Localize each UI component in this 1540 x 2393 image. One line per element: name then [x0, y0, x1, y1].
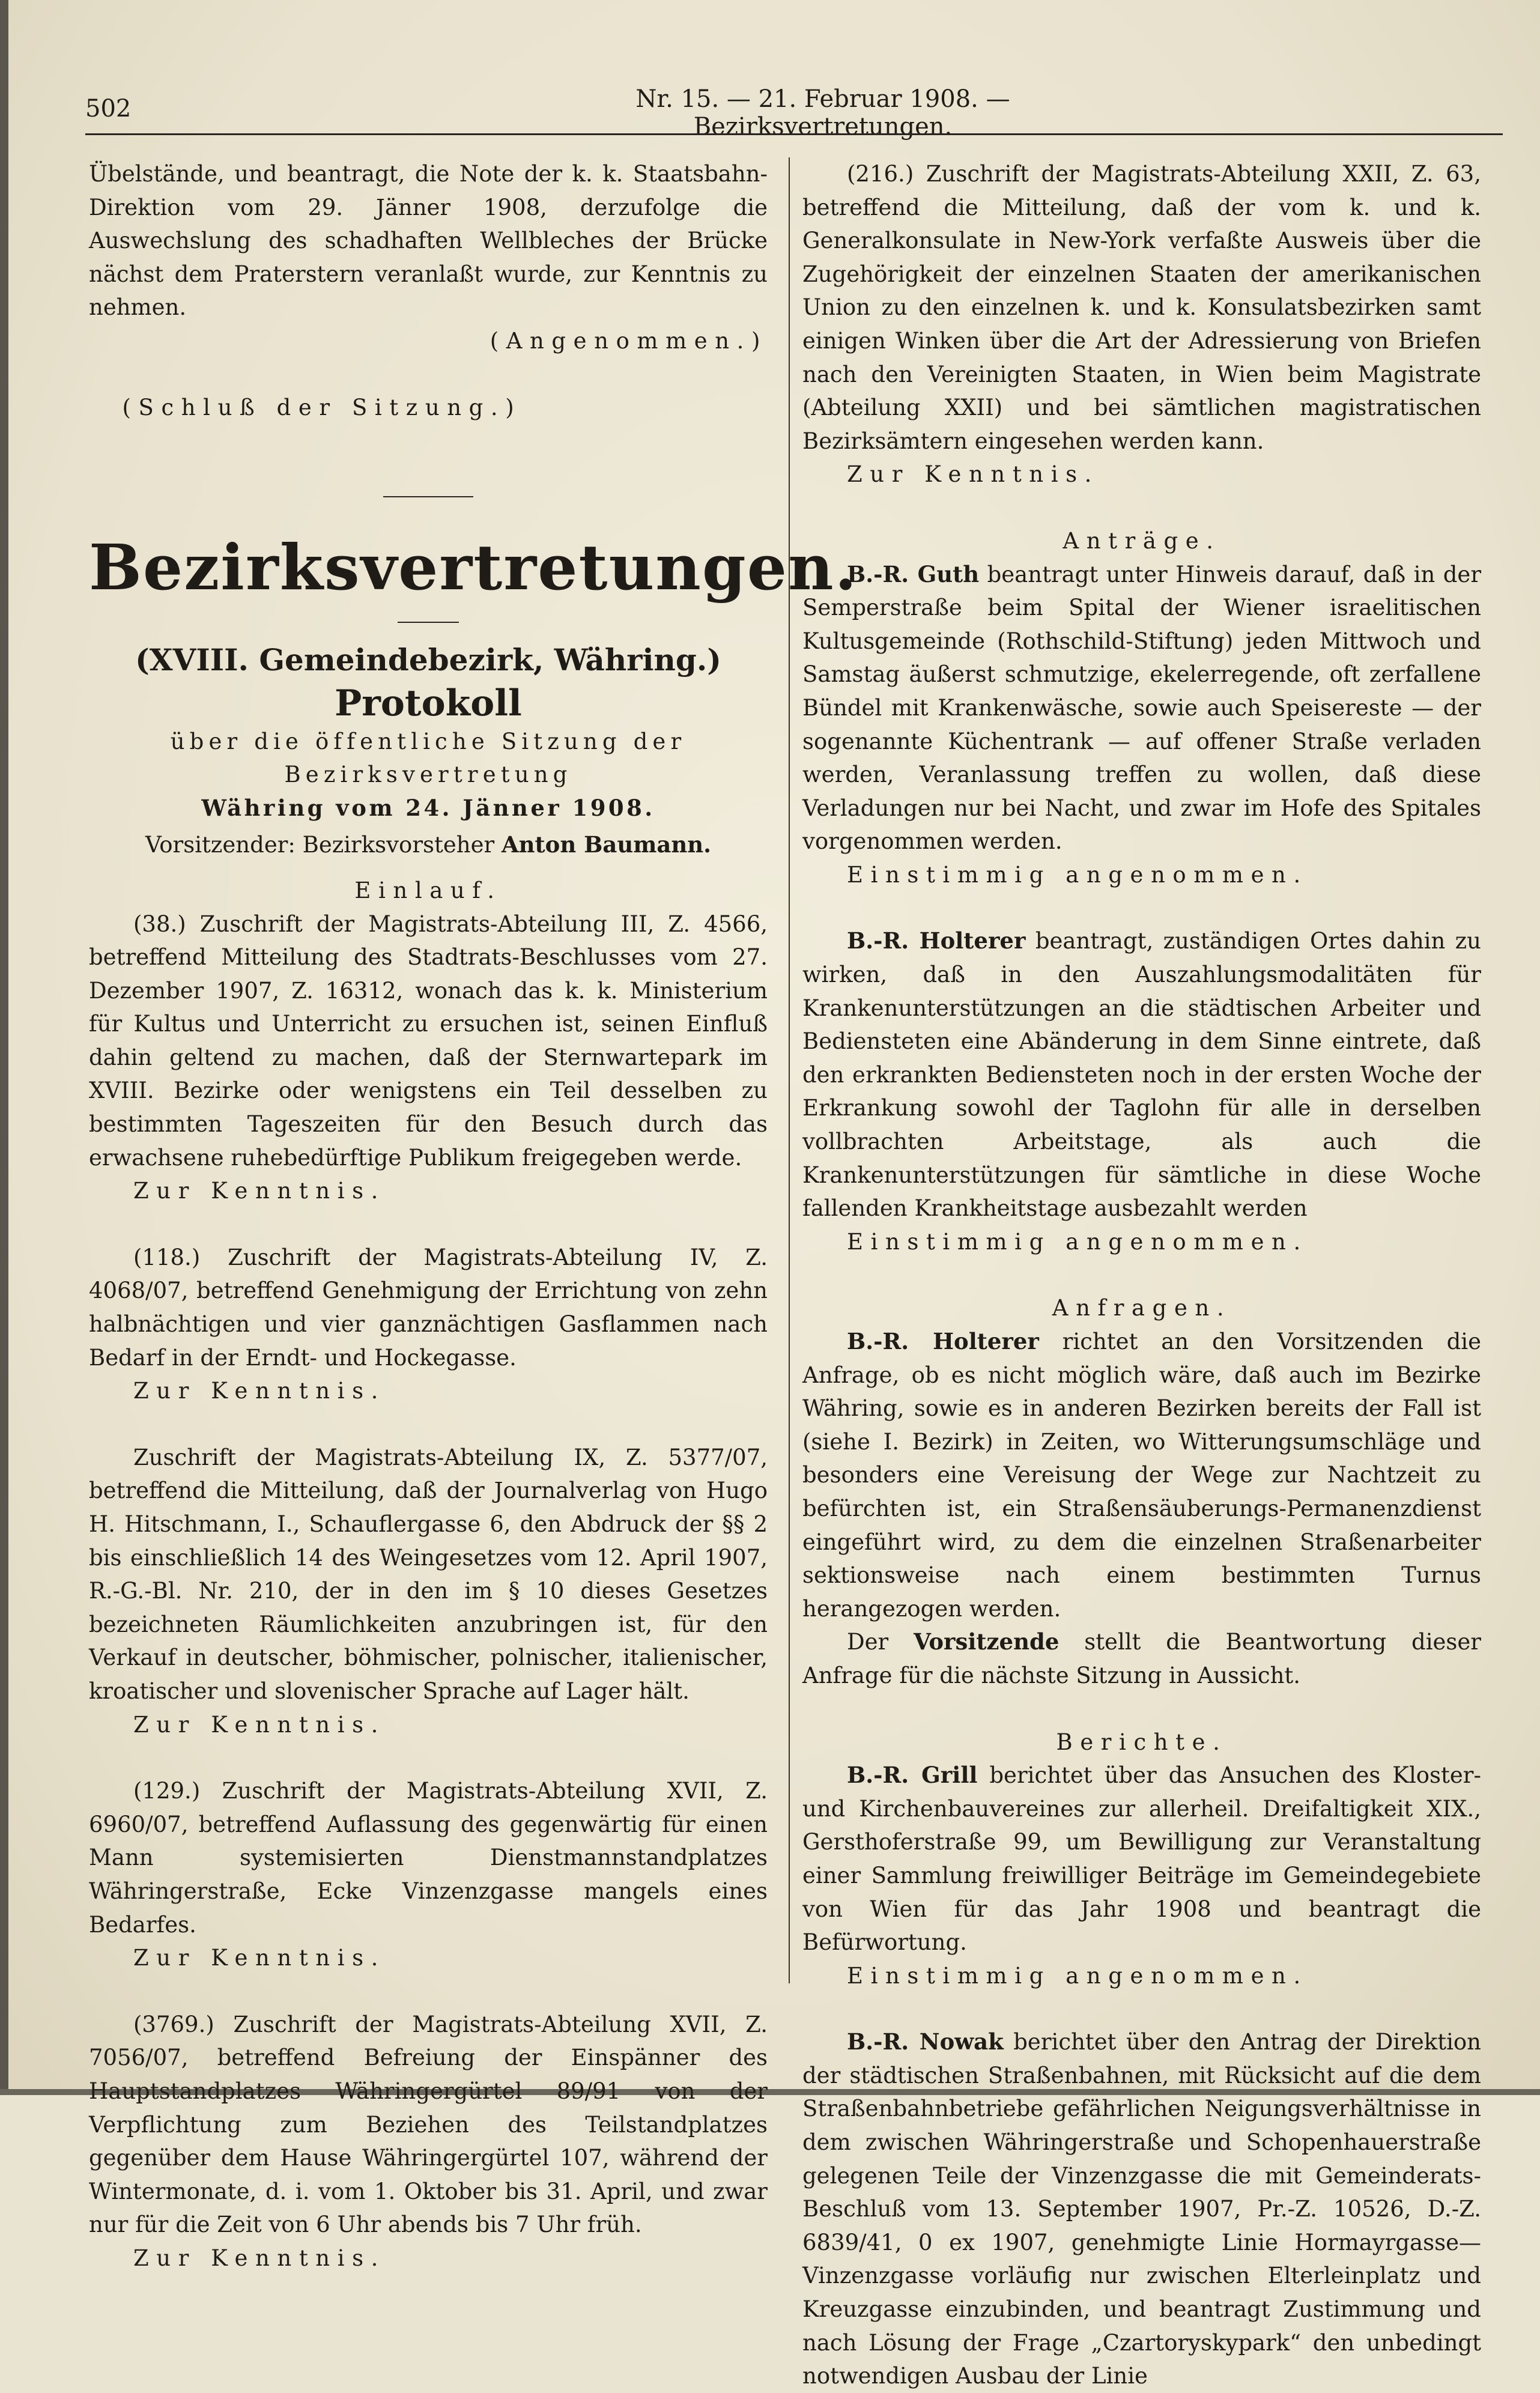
subhead-einlauf: Einlauf. — [354, 877, 502, 903]
item-216: (216.) Zuschrift der Magistrats-Abteilung XXII, Z. 63, betreffend die Mitteilung, daß der vom k. und k. Generalkonsulate in New-York verfaßte Ausweis über die Zugehörigkeit der einzelnen Staaten der amerikanischen Union zu den einzelnen k. und k. Konsulatsbezirken samt einigen Winken über die Art der Adressierung von Briefen nach den Vereinigten Staaten, in Wien beim Magistrate (Abteilung XXII) und bei sämtlichen magistratischen Bezirksämtern eingesehen werden kann. — [802, 161, 1481, 454]
item-216-result: Zur Kenntnis. — [847, 461, 1100, 488]
item-3769: (3769.) Zuschrift der Magistrats-Abteilung XVII, Z. 7056/07, betreffend Befreiung der Einspänner des Hauptstandplatzes Währingergürtel 89/91 von der Verpflichtung zum Beziehen des Teilstandplatzes gegenüber dem Hause Währingergürtel 107, während der Wintermonate, d. i. vom 1. Oktober bis 31. April, und zwar nur für die Zeit von 6 Uhr abends bis 7 Uhr früh. — [89, 2011, 768, 2238]
item-38-result: Zur Kenntnis. — [133, 1178, 386, 1204]
column-divider — [789, 157, 790, 1983]
inquiry-answer: Der Vorsitzende stellt die Beantwortung dieser Anfrage für die nächste Sitzung in Aussicht. — [802, 1628, 1481, 1688]
protocol-subtitle-1: über die öffentliche Sitzung der Bezirksvertretung — [170, 728, 687, 788]
subhead-berichte: Berichte. — [1056, 1729, 1228, 1755]
title-rule — [398, 622, 459, 623]
left-column — [89, 157, 858, 2275]
item-38: (38.) Zuschrift der Magistrats-Abteilung III, Z. 4566, betreffend Mitteilung des Stadtrats-Beschlusses vom 27. Dezember 1907, Z. 16312, wonach das k. k. Ministerium für Kultus und Unterricht zu ersuchen ist, seinen Einfluß dahin geltend zu machen, daß der Sternwartepark im XVIII. Bezirke oder wenigstens ein Teil desselben zu bestimmten Tageszeiten für den Besuch durch das erwachsene ruhebedürftige Publikum freigegeben werde. — [89, 911, 768, 1171]
header-rule — [85, 133, 1503, 135]
page-number: 502 — [85, 95, 132, 123]
subhead-antraege: Anträge. — [1063, 527, 1221, 554]
paragraph-continued: Übelstände, und beantragt, die Note der k. k. Staatsbahn-Direktion vom 29. Jänner 1908, derzufolge die Auswechslung des schadhaften Wellbleches der Brücke nächst dem Praterstern veranlaßt wurde, zur Kenntnis zu nehmen. (Angenommen.) — [89, 157, 768, 358]
item-118: (118.) Zuschrift der Magistrats-Abteilung IV, Z. 4068/07, betreffend Genehmigung der Errichtung von zehn halbnächtigen und vier ganznächtigen Gasflammen nach Bedarf in der Erndt- und Hockegasse. — [89, 1244, 768, 1371]
item-129: (129.) Zuschrift der Magistrats-Abteilung XVII, Z. 6960/07, betreffend Auflassung des gegenwärtig für einen Mann systemisierten Dienstmannstandplatzes Währingerstraße, Ecke Vinzenzgasse mangels eines Bedarfes. — [89, 1778, 768, 1938]
subhead-anfragen: Anfragen. — [1052, 1295, 1232, 1321]
inquiry-holterer: B.-R. Holterer richtet an den Vorsitzenden die Anfrage, ob es nicht möglich wäre, daß auch im Bezirke Währing, sowie es in anderen Bezirken bereits der Fall ist (siehe I. Bezirk) in Zeiten, wo Witterungsumschläge und besonders eine Vereisung der Wege zur Nachtzeit zu befürchten ist, ein Straßensäuberungs-Permanenzdienst eingeführt wird, zu dem die einzelnen Straßenarbeiter sektionsweise nach einem bestimmten Turnus herangezogen werden. — [802, 1328, 1481, 1622]
report-nowak: B.-R. Nowak berichtet über den Antrag der Direktion der städtischen Straßenbahnen, mit Rücksicht auf die dem Straßenbahnbetriebe gefährlichen Neigungsverhältnisse in dem zwischen Währingerstraße und Schopenhauerstraße gelegenen Teile der Vinzenzgasse die mit Gemeinderats-Beschluß vom 13. September 1907, Pr.-Z. 10526, D.-Z. 6839/41, 0 ex 1907, genehmigte Linie Hormayrgasse—Vinzenzgasse vorläufig nur zwischen Elterleinplatz und Kreuzgasse einzubinden, und beantragt Zustimmung und nach Lösung der Frage „Czartoryskypark“ den unbedingt notwendigen Ausbau der Linie — [802, 2028, 1482, 2389]
chairman-name: Anton Baumann. — [501, 831, 712, 858]
speaker-name: B.-R. Holterer — [847, 927, 1026, 954]
running-head: Nr. 15. — 21. Februar 1908. — Bezirksvertretungen. — [635, 85, 1010, 141]
motion-guth-result: Einstimmig angenommen. — [847, 861, 1308, 888]
separator-rule — [383, 496, 473, 497]
session-close: (Schluß der Sitzung.) — [122, 394, 522, 420]
report-grill-result: Einstimmig angenommen. — [847, 1962, 1308, 1989]
item-3769-result: Zur Kenntnis. — [133, 2245, 386, 2271]
speaker-name: B.-R. Grill — [847, 1762, 978, 1789]
resolution: (Angenommen.) — [490, 327, 768, 354]
right-column — [802, 157, 1481, 2393]
protocol-title: Protokoll — [335, 682, 522, 724]
item-118-result: Zur Kenntnis. — [133, 1378, 386, 1404]
motion-holterer: B.-R. Holterer beantragt, zuständigen Ortes dahin zu wirken, daß in den Auszahlungsmodalitäten für Krankenunterstützungen an die städtischen Arbeiter und Bediensteten eine Abänderung in dem Sinne eintrete, daß den erkrankten Bediensteten noch in der ersten Woche der Erkrankung sowohl der Taglohn für alle in derselben vollbrachten Arbeitstage, als auch die Krankenunterstützungen für sämtliche in diese Woche fallenden Krankheitstage ausbezahlt werden — [802, 927, 1482, 1222]
speaker-name: B.-R. Holterer — [847, 1328, 1039, 1354]
report-grill: B.-R. Grill berichtet über das Ansuchen des Kloster- und Kirchenbauvereines zur allerheil. Dreifaltigkeit XIX., Gersthoferstraße 99, um Bewilligung zur Veranstaltung einer Sammlung freiwilliger Beiträge im Gemeindegebiete von Wien für das Jahr 1908 und beantragt die Befürwortung. — [802, 1762, 1481, 1956]
scan-edge-left — [0, 0, 8, 2095]
chairman-line: Vorsitzender: Bezirksvorsteher Anton Baumann. — [145, 831, 712, 858]
item-129-result: Zur Kenntnis. — [133, 1945, 386, 1971]
item-ix-result: Zur Kenntnis. — [133, 1711, 386, 1738]
protocol-subtitle-2: Währing vom 24. Jänner 1908. — [201, 794, 655, 821]
section-title: Bezirksvertretungen. — [89, 530, 858, 605]
motion-holterer-result: Einstimmig angenommen. — [847, 1228, 1308, 1255]
speaker-name: B.-R. Guth — [847, 560, 980, 587]
speaker-name: B.-R. Nowak — [847, 2028, 1004, 2055]
item-ix: Zuschrift der Magistrats-Abteilung IX, Z. 5377/07, betreffend die Mitteilung, daß der Journalverlag von Hugo H. Hitschmann, I., Schauflergasse 6, den Abdruck der §§ 2 bis einschließlich 14 des Weingesetzes vom 12. April 1907, R.-G.-Bl. Nr. 210, der in den im § 10 dieses Gesetzes bezeichneten Räumlichkeiten anzubringen ist, für den Verkauf in deutscher, böhmischer, polnischer, italienischer, kroatischer und slovenischer Sprache auf Lager hält. — [89, 1444, 768, 1704]
speaker-name: Vorsitzende — [914, 1628, 1060, 1655]
motion-guth: B.-R. Guth beantragt unter Hinweis darauf, daß in der Semperstraße beim Spital der Wiener israelitischen Kultusgemeinde (Rothschild-Stiftung) jeden Mittwoch und Samstag äußerst schmutzige, ekelerregende, oft zerfallene Bündel mit Krankenwäsche, sowie auch Speisereste — der sogenannte Küchentrank — auf offener Straße verladen werden, Veranlassung treffen zu wollen, daß diese Verladungen nur bei Nacht, und zwar im Hofe des Spitales vorgenommen werden. — [802, 560, 1482, 855]
district-heading: (XVIII. Gemeindebezirk, Währing.) — [135, 641, 721, 678]
